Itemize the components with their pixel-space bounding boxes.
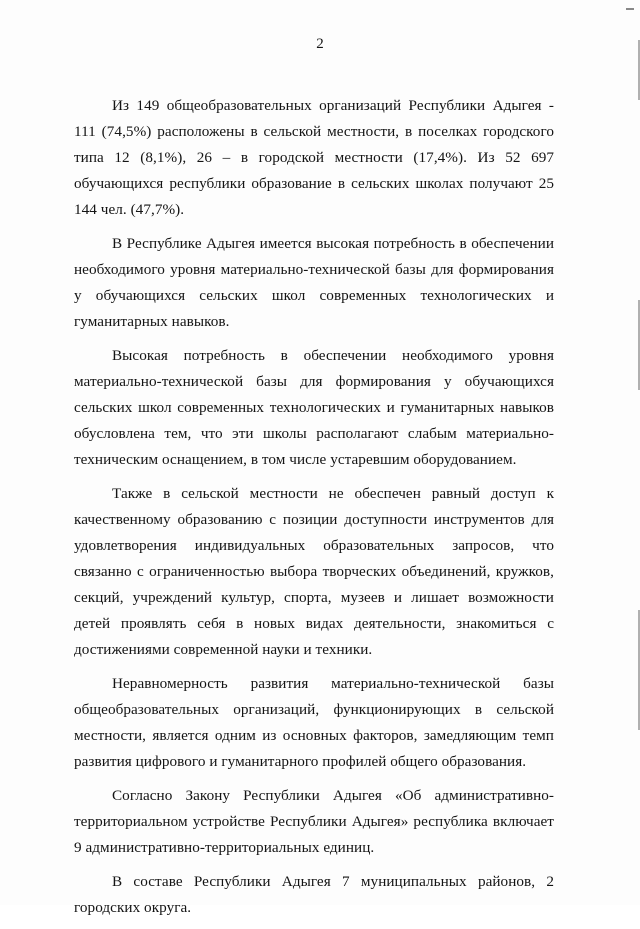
paragraph: В Республике Адыгея имеется высокая потребность в обеспечении необходимого уровня материально-технической базы для формирования у обучающихся сельских школ современных технологических и гуманитарных навыков. <box>74 235 554 330</box>
page-number: 2 <box>316 36 324 52</box>
paragraph: Из 149 общеобразовательных организаций Республики Адыгея - 111 (74,5%) расположены в сельской местности, в поселках городского типа 12 (8,1%), 26 – в городской местности (17,4%). Из 52 697 обучающихся республики образование в сельских школах получают 25 144 чел. (47,7%). <box>74 97 554 218</box>
paragraph: Высокая потребность в обеспечении необходимого уровня материально-технической базы для формирования у обучающихся сельских школ современных технологических и гуманитарных навыков обусловлена тем, что эти школы располагают слабым материально-техническим оснащением, в том числе устаревшим оборудованием. <box>74 347 554 468</box>
paragraph: Согласно Закону Республики Адыгея «Об административно-территориальном устройстве Республики Адыгея» республика включает 9 административно-территориальных единиц. <box>74 787 554 856</box>
document-body <box>74 93 554 929</box>
paragraph: Также в сельской местности не обеспечен равный доступ к качественному образованию с позиции доступности инструментов для удовлетворения индивидуальных образовательных запросов, что связанно с ограниченностью выбора творческих объединений, кружков, секций, учреждений культур, спорта, музеев и лишает возможности детей проявлять себя в новых видах деятельности, знакомиться с достижениями современной науки и техники. <box>74 485 554 658</box>
scan-corner-mark <box>626 8 634 10</box>
paragraph: Неравномерность развития материально-технической базы общеобразовательных организаций, функционирующих в сельской местности, является одним из основных факторов, замедляющим темп развития цифрового и гуманитарного профилей общего образования. <box>74 675 554 770</box>
paragraph: В составе Республики Адыгея 7 муниципальных районов, 2 городских округа. <box>74 873 554 916</box>
